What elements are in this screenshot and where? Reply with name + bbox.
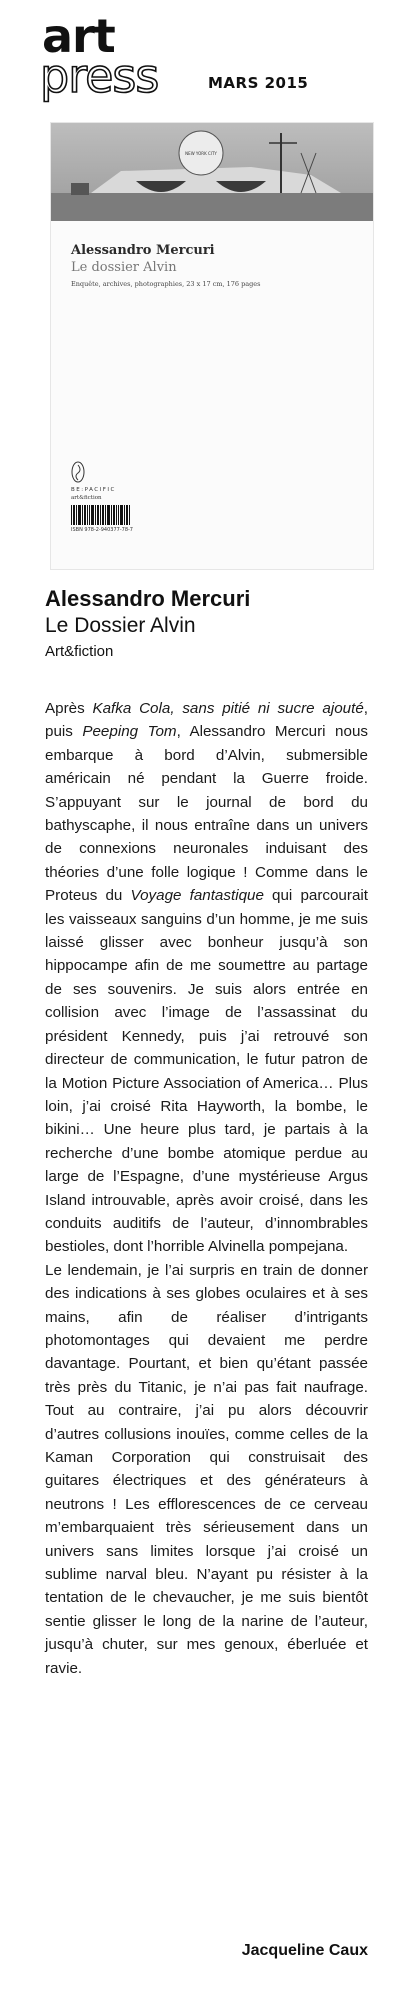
cover-title: Le dossier Alvin [71,260,177,275]
publisher-logo-icon [71,461,85,483]
cover-photo [51,123,373,221]
review-body [45,697,368,1680]
cover-author: Alessandro Mercuri [71,243,215,258]
book-cover [50,122,374,570]
review-paragraph-1: Après Kafka Cola, sans pitié ni sucre ajouté, puis Peeping Tom, Alessandro Mercuri nous embarque à bord d’Alvin, submersible américain né pendant la Guerre froide. S’appuyant sur le journal de bord du bathyscaphe, il nous entraîne dans un univers de connexions neuronales induisant des théories d’une folle logique ! Comme dans le Proteus du Voyage fantastique qui parcourait les vaisseaux sanguins d’un homme, je me suis laissé glisser avec bonheur jusqu’à son hippocampe afin de me soumettre au partage de ses souvenirs. Je suis alors entrée en collision avec l’image de l’assassinat du président Kennedy, puis j’ai retrouvé son directeur de communication, le futur patron de la Motion Picture Association of America… Plus loin, j’ai croisé Rita Hayworth, la bombe, le bikini… Une heure plus tard, je partais à la recherche d’une bombe atomique perdue au large de l’Espagne, d’une mystérieuse Argus Island introuvable, après avoir croisé, dans les conduits auditifs de l’auteur, d’innombrables bestioles, dont l’horrible Alvinella pompejana. [45,700,368,1256]
cover-publisher: BE:PACIFIC [71,487,116,493]
review-paragraph-2: Le lendemain, je l’ai surpris en train de donner des indications à ses globes oculaires et à ses mains, afin de réaliser d’intrigants photomontages qui devaient me perdre davantage. Pourtant, et bien qu’étant passée très près du Titanic, je n’ai pas fait naufrage. Tout au contraire, j’ai pu alors découvrir d’autres collusions inouïes, comme celles de la Kaman Corporation qui construisait des guitares électriques et des générateurs à neutrons ! Les efflorescences de ce cerveau m’embarquaient très sérieusement dans un univers sans limites lorsque j’ai croisé un sublime narval bleu. N’ayant pu résister à la tentation de le chevaucher, je me suis bientôt sentie glisser le long de la narine de l’auteur, jusqu’à chuter, sur mes genoux, éberluée et ravie. [45,1261,368,1677]
issue-date: MARS 2015 [208,74,309,92]
masthead [40,9,380,104]
review-book-title: Le Dossier Alvin [45,614,196,637]
cover-collection: art&fiction [71,495,102,501]
barcode-icon [71,505,131,525]
artpress-logo-line1: art [42,9,115,63]
cover-details: Enquête, archives, photographies, 23 x 17 cm, 176 pages [71,280,261,288]
artpress-logo-line2: press [40,49,159,103]
review-signature: Jacqueline Caux [241,1942,368,1959]
review-author: Alessandro Mercuri [45,586,251,611]
review-publisher: Art&fiction [45,643,114,660]
review-header [45,585,375,663]
banner-text: NEW YORK CITY [185,151,217,156]
isbn: ISBN 978-2-940377-78-7 [71,527,133,533]
